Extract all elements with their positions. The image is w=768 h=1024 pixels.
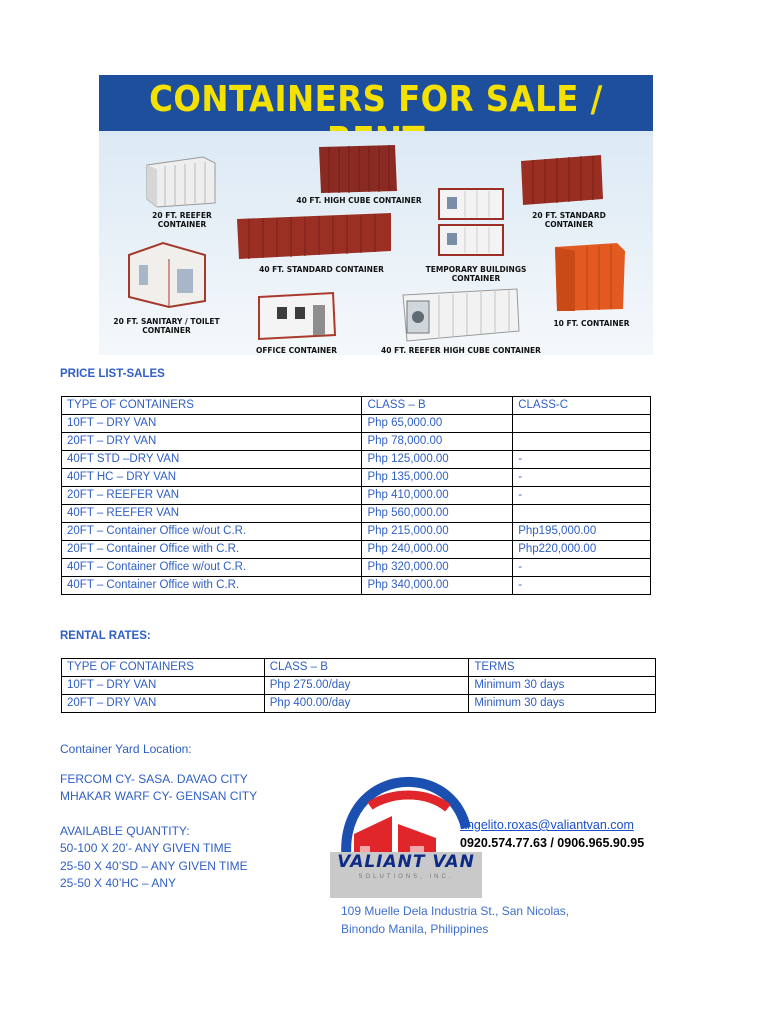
sales-table-cell: 20FT – Container Office with C.R. [62, 541, 362, 559]
sales-table-cell: Php 215,000.00 [362, 523, 513, 541]
container-10ft-label: 10 FT. CONTAINER [553, 319, 630, 328]
contact-phone: 0920.574.77.63 / 0906.965.90.95 [460, 836, 645, 850]
reefer-20ft-image [143, 153, 219, 209]
rental-header-terms: TERMS [469, 659, 656, 677]
containers-banner [99, 75, 653, 355]
address-line-1: 109 Muelle Dela Industria St., San Nicolas, [341, 904, 570, 918]
rental-header-row [62, 659, 656, 677]
container-10ft-image [551, 241, 629, 315]
rental-table-cell: Php 275.00/day [264, 677, 469, 695]
reefer-20ft-label: 20 FT. REEFER CONTAINER [152, 211, 212, 229]
sales-table-row [62, 451, 651, 469]
sales-table-cell: 20FT – DRY VAN [62, 433, 362, 451]
rental-table-row [62, 695, 656, 713]
highcube-40ft-image [315, 143, 401, 197]
sales-table-row [62, 523, 651, 541]
sales-header-class-c: CLASS-C [513, 397, 651, 415]
sales-header-class-b: CLASS – B [362, 397, 513, 415]
sales-table-cell: 40FT – Container Office w/out C.R. [62, 559, 362, 577]
sales-table-cell: 40FT STD –DRY VAN [62, 451, 362, 469]
company-address [341, 902, 569, 938]
sales-table-row [62, 541, 651, 559]
reefer-highcube-40ft-label: 40 FT. REEFER HIGH CUBE CONTAINER [381, 346, 541, 355]
sales-heading: PRICE LIST-SALES [60, 368, 165, 380]
sanitary-20ft-label: 20 FT. SANITARY / TOILET CONTAINER [113, 317, 220, 335]
temporary-building-label: TEMPORARY BUILDINGS CONTAINER [425, 265, 527, 283]
quantity-title: AVAILABLE QUANTITY: [60, 824, 190, 838]
yard-location-line-2: MHAKAR WARF CY- GENSAN CITY [60, 789, 258, 803]
sales-table-cell: Php220,000.00 [513, 541, 651, 559]
sales-table-row [62, 559, 651, 577]
sales-table-cell: 10FT – DRY VAN [62, 415, 362, 433]
sales-table-cell: - [513, 559, 651, 577]
rental-table-cell: Php 400.00/day [264, 695, 469, 713]
rental-header-class-b: CLASS – B [264, 659, 469, 677]
temporary-building-image [433, 185, 509, 261]
sales-table-row [62, 487, 651, 505]
sales-table-row [62, 415, 651, 433]
standard-20ft-label: 20 FT. STANDARD CONTAINER [532, 211, 606, 229]
rental-heading: RENTAL RATES: [60, 630, 151, 642]
sales-table-cell: Php 410,000.00 [362, 487, 513, 505]
logo-company-name: VALIANT VAN [330, 852, 482, 872]
contact-email-link[interactable]: angelito.roxas@valiantvan.com [460, 818, 634, 832]
rental-table-cell: Minimum 30 days [469, 677, 656, 695]
sales-table-cell: 40FT – Container Office with C.R. [62, 577, 362, 595]
sales-table-cell: Php195,000.00 [513, 523, 651, 541]
sales-table-cell: 40FT HC – DRY VAN [62, 469, 362, 487]
sales-table-cell: Php 560,000.00 [362, 505, 513, 523]
sales-table-row [62, 577, 651, 595]
rental-table-cell: Minimum 30 days [469, 695, 656, 713]
office-container-label: OFFICE CONTAINER [255, 346, 338, 355]
sales-table-row [62, 505, 651, 523]
quantity-line-3: 25-50 X 40’HC – ANY [60, 876, 177, 890]
sales-table-cell: - [513, 469, 651, 487]
sales-table-cell: 20FT – REEFER VAN [62, 487, 362, 505]
sales-table-row [62, 433, 651, 451]
sanitary-20ft-image [125, 241, 209, 309]
sales-header-type: TYPE OF CONTAINERS [62, 397, 362, 415]
sales-table-cell: - [513, 451, 651, 469]
sales-table-cell: Php 125,000.00 [362, 451, 513, 469]
quantity-line-1: 50-100 X 20’- ANY GIVEN TIME [60, 841, 232, 855]
sales-table-cell: 40FT – REEFER VAN [62, 505, 362, 523]
sales-table-cell [513, 505, 651, 523]
standard-40ft-label: 40 FT. STANDARD CONTAINER [259, 265, 384, 274]
rental-table-cell: 10FT – DRY VAN [62, 677, 265, 695]
reefer-highcube-40ft-image [399, 287, 525, 345]
banner-header [99, 75, 653, 131]
sales-header-row [62, 397, 651, 415]
standard-40ft-image [235, 211, 395, 263]
yard-location-line-1: FERCOM CY- SASA. DAVAO CITY [60, 772, 248, 786]
logo-tagline [330, 872, 482, 898]
sales-table-cell: Php 240,000.00 [362, 541, 513, 559]
sales-table-cell: Php 78,000.00 [362, 433, 513, 451]
sales-table-cell: Php 340,000.00 [362, 577, 513, 595]
sales-table-cell: - [513, 487, 651, 505]
rental-table-cell: 20FT – DRY VAN [62, 695, 265, 713]
highcube-40ft-label: 40 FT. HIGH CUBE CONTAINER [296, 196, 422, 205]
sales-table-cell: Php 65,000.00 [362, 415, 513, 433]
sales-table-row [62, 469, 651, 487]
standard-20ft-image [517, 153, 607, 207]
office-container-image [255, 289, 339, 343]
sales-table-cell: 20FT – Container Office w/out C.R. [62, 523, 362, 541]
sales-table-cell: - [513, 577, 651, 595]
logo-tagline-text: SOLUTIONS, INC. [358, 874, 454, 880]
sales-table-cell: Php 135,000.00 [362, 469, 513, 487]
address-line-2: Binondo Manila, Philippines [341, 922, 489, 936]
sales-table-cell: Php 320,000.00 [362, 559, 513, 577]
sales-table-cell [513, 415, 651, 433]
sales-table-cell [513, 433, 651, 451]
quantity-line-2: 25-50 X 40’SD – ANY GIVEN TIME [60, 859, 248, 873]
rental-header-type: TYPE OF CONTAINERS [62, 659, 265, 677]
banner-body [99, 131, 653, 355]
yard-location-title: Container Yard Location: [60, 742, 192, 756]
banner-title: CONTAINERS FOR SALE / [149, 79, 603, 120]
rental-rates-table [61, 658, 656, 713]
sales-price-table [61, 396, 651, 595]
rental-table-row [62, 677, 656, 695]
